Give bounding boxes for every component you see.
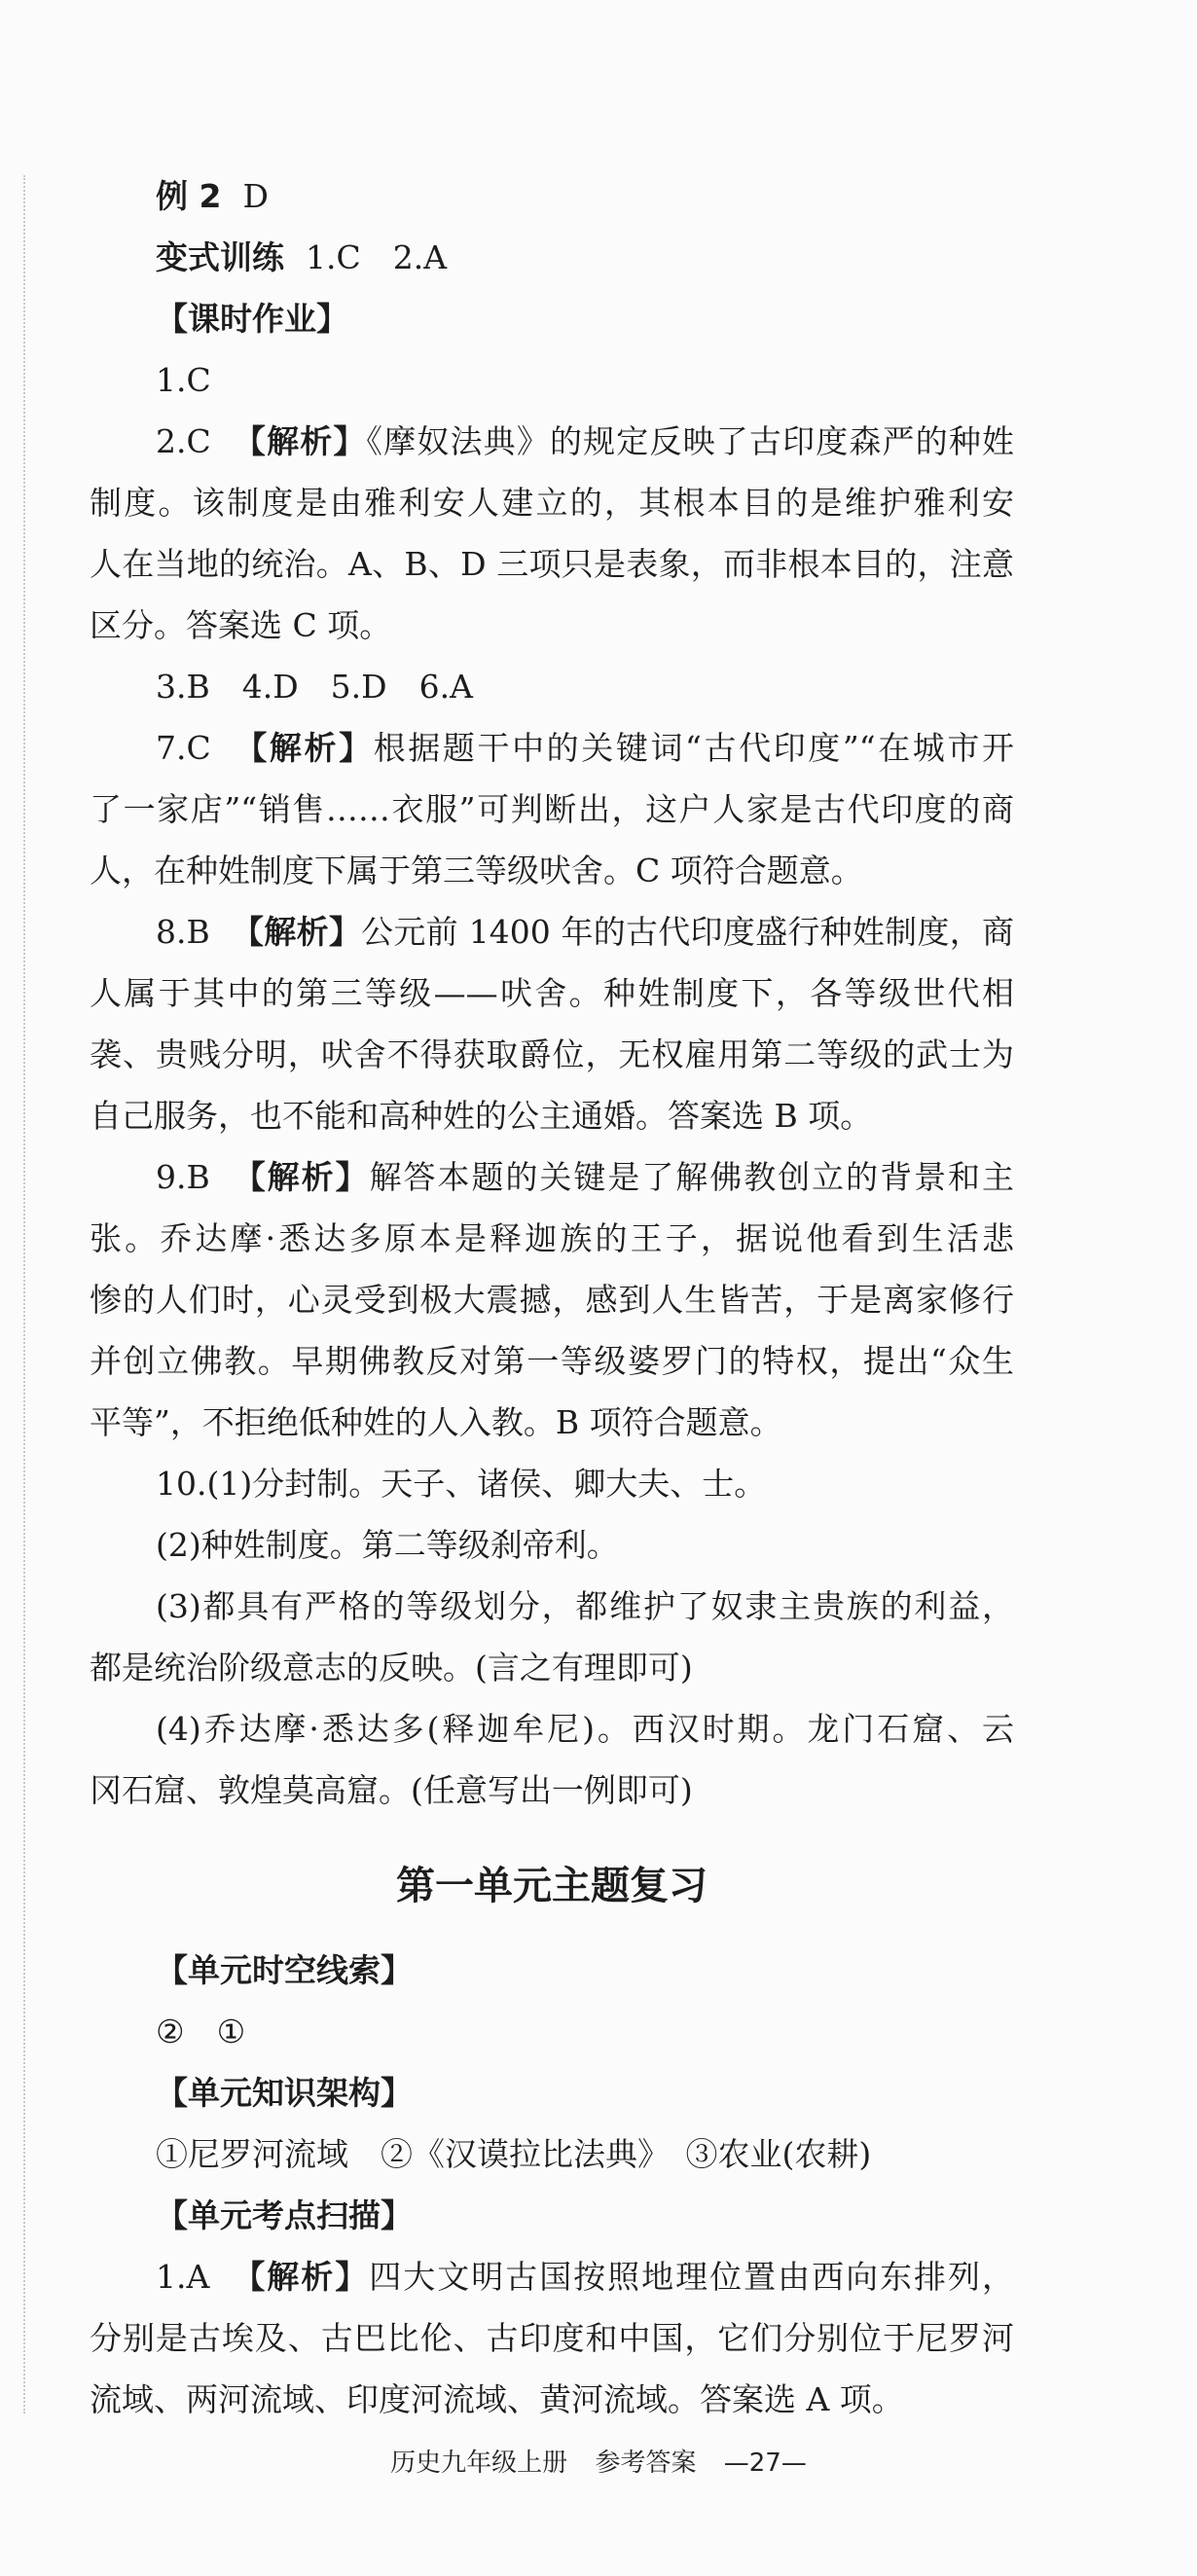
page-footer [0,2443,1197,2479]
answer-line: 并创立佛教。早期佛教反对第一等级婆罗门的特权，提出“众生 [90,1342,1014,1380]
answer-line: 流域、两河流域、印度河流域、黄河流域。答案选 A 项。 [90,2380,904,2418]
answer-line: 10.(1)分封制。天子、诸侯、卿大夫、士。 [156,1465,767,1503]
answer-line: ①尼罗河流域 ②《汉谟拉比法典》 ③农业(农耕) [156,2135,872,2173]
answer-line: 7.C 【解析】根据题干中的关键词“古代印度”“在城市开 [156,729,1014,767]
answer-line: 张。乔达摩·悉达多原本是释迦族的王子，据说他看到生活悲 [90,1219,1014,1257]
answer-line: 了一家店”“销售……衣服”可判断出，这户人家是古代印度的商 [90,790,1014,828]
answer-line: ② ① [156,2013,246,2050]
unit-review-heading: 第一单元主题复习 [396,1864,707,1908]
footer-page-number: —27— [723,2449,807,2478]
answer-line: 2.C 【解析】《摩奴法典》的规定反映了古印度森严的种姓 [156,422,1014,460]
answer-line: 制度。该制度是由雅利安人建立的，其根本目的是维护雅利安 [90,484,1014,522]
answer-line: (4)乔达摩·悉达多(释迦牟尼)。西汉时期。龙门石窟、云 [156,1710,1014,1748]
answer-line: 人在当地的统治。A、B、D 三项只是表象，而非根本目的，注意 [90,545,1014,583]
answer-line: 1.C [156,361,211,399]
answer-line: 1.A 【解析】四大文明古国按照地理位置由西向东排列， [156,2258,1015,2296]
footer-subject: 历史九年级上册 [390,2449,568,2478]
answer-line: 分别是古埃及、古巴比伦、古印度和中国，它们分别位于尼罗河 [90,2319,1014,2357]
answer-line: 自己服务，也不能和高种姓的公主通婚。答案选 B 项。 [90,1097,873,1135]
answer-line: (3)都具有严格的等级划分，都维护了奴隶主贵族的利益， [156,1587,1014,1625]
variant-training-line: 变式训练 1.C 2.A [156,238,448,276]
answer-line: 冈石窟、敦煌莫高窟。(任意写出一例即可) [90,1771,693,1809]
section-label-homework: 【课时作业】 [156,300,348,338]
example-2-line: 例 2 D [156,177,269,215]
answer-content [90,165,1014,2430]
answer-line: 9.B 【解析】解答本题的关键是了解佛教创立的背景和主 [156,1158,1015,1196]
footer-title: 参考答案 [595,2449,697,2478]
section-label-timeline: 【单元时空线索】 [156,1951,413,1989]
answer-line: 人属于其中的第三等级——吠舍。种姓制度下，各等级世代相 [90,974,1014,1012]
answer-line: (2)种姓制度。第二等级刹帝利。 [156,1526,619,1564]
answer-line: 惨的人们时，心灵受到极大震撼，感到人生皆苦，于是离家修行 [90,1281,1014,1319]
answer-line: 平等”，不拒绝低种姓的人入教。B 项符合题意。 [90,1403,782,1441]
margin-dotted-line [23,175,25,2413]
section-label-framework: 【单元知识架构】 [156,2074,413,2112]
answer-line: 8.B 【解析】公元前 1400 年的古代印度盛行种姓制度，商 [156,913,1015,951]
answer-line: 都是统治阶级意志的反映。(言之有理即可) [90,1649,693,1687]
answer-line: 袭、贵贱分明，吠舍不得获取爵位，无权雇用第二等级的武士为 [90,1035,1014,1073]
answer-line: 3.B 4.D 5.D 6.A [156,668,473,706]
section-label-scan: 【单元考点扫描】 [156,2196,413,2234]
answer-line: 区分。答案选 C 项。 [90,606,392,644]
answer-line: 人，在种姓制度下属于第三等级吠舍。C 项符合题意。 [90,852,863,889]
